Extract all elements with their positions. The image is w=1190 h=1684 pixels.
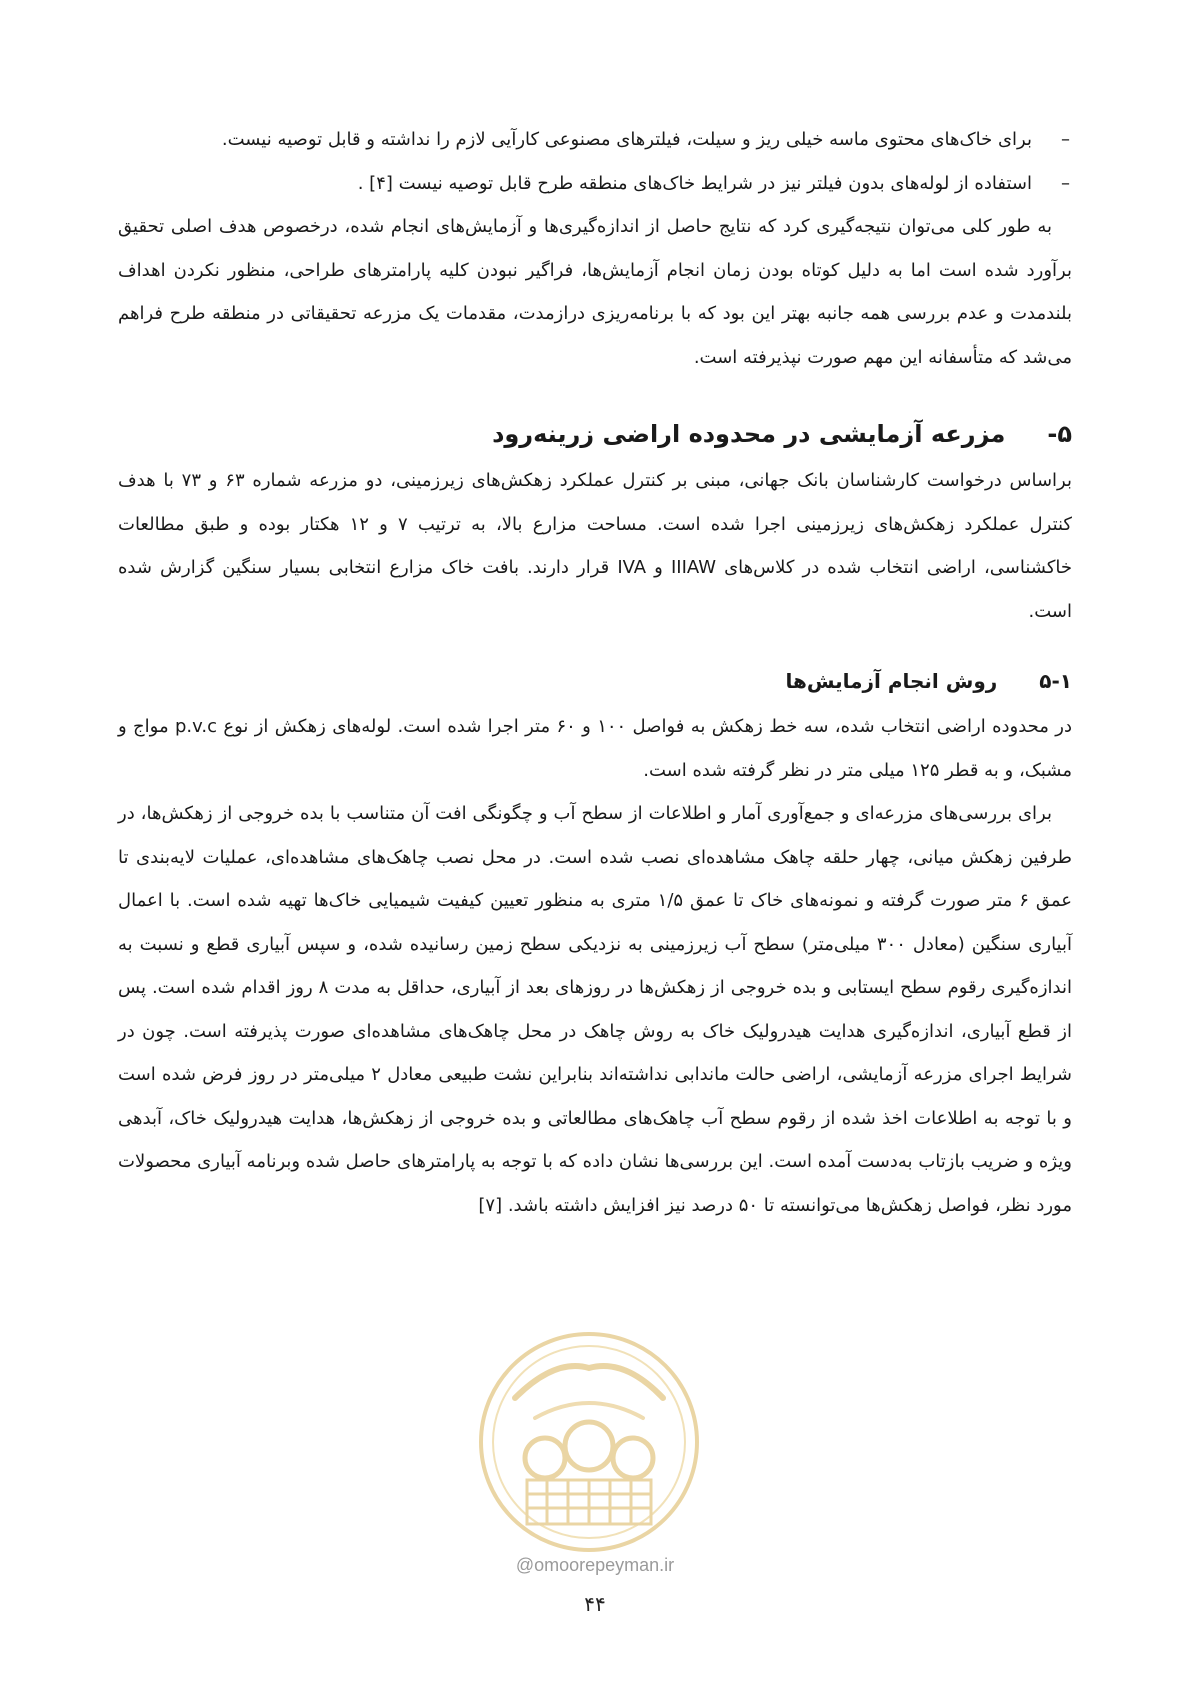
page-content [118,118,1072,1227]
bullet-marker: – [1061,172,1070,194]
page-number: ۴۴ [584,1592,606,1616]
section-heading [118,409,1072,459]
bullet-item [118,162,1072,206]
bullet-item [118,118,1072,162]
section-body: براساس درخواست کارشناسان بانک جهانی، مبنی بر کنترل عملکرد زهکش‌های زیرزمینی، دو مزرعه شماره ۶۳ و ۷۳ با هدف کنترل عملکرد زهکش‌های زیرزمینی اجرا شده است. مساحت مزارع بالا، به ترتیب ۷ و ۱۲ هکتار بوده و طبق مطالعات خاکشناسی، اراضی انتخاب شده در کلاس‌های IIIAW و IVA قرار دارند. بافت خاک مزارع انتخابی بسیار سنگین گزارش شده است. [118,470,1072,622]
subsection-heading [118,657,1072,705]
conclusion-paragraph: به طور کلی می‌توان نتیجه‌گیری کرد که نتایج حاصل از اندازه‌گیری‌ها و آزمایش‌های انجام شده، درخصوص هدف اصلی تحقیق برآورد شده است اما به دلیل کوتاه بودن زمان انجام آزمایش‌ها، فراگیر نبودن کلیه پارامترهای طراحی، منظور نکردن اهداف بلندمدت و عدم بررسی همه جانبه بهتر این بود که با برنامه‌ریزی درازمدت، مقدمات یک مزرعه تحقیقاتی در منطقه طرح فراهم می‌شد که متأسفانه این مهم صورت نپذیرفته است. [118,216,1072,368]
bullet-marker: – [1061,129,1070,150]
watermark-logo [475,1328,703,1556]
bullet-text: برای خاک‌های محتوی ماسه خیلی ریز و سیلت، فیلترهای مصنوعی کارآیی لازم را نداشته و قابل توصیه نیست. [221,129,1032,150]
subsection-number: ۵-۱ [1039,669,1072,693]
section-title: مزرعه آزمایشی در محدوده اراضی زرینه‌رود [492,420,1006,448]
subsection-body: برای بررسی‌های مزرعه‌ای و جمع‌آوری آمار و اطلاعات از سطح آب و چگونگی افت آن متناسب با بده خروجی از زهکش‌ها، در طرفین زهکش میانی، چهار حلقه چاهک مشاهده‌ای نصب شده است. در محل نصب چاهک‌های مشاهده‌ای، عملیات لایه‌بندی تا عمق ۶ متر صورت گرفته و نمونه‌های خاک تا عمق ۱/۵ متری به منظور تعیین کیفیت شیمیایی خاک‌ها تهیه شده است. با اعمال آبیاری سنگین (معادل ۳۰۰ میلی‌متر) سطح آب زیرزمینی به نزدیکی سطح زمین رسانیده شده، و سپس آبیاری قطع و نسبت به اندازه‌گیری رقوم سطح ایستابی و بده خروجی از زهکش‌ها در روزهای بعد از آبیاری، حداقل به مدت ۸ روز اقدام شده است. پس از قطع آبیاری، اندازه‌گیری هدایت هیدرولیک خاک به روش چاهک در محل چاهک‌های مشاهده‌ای صورت پذیرفته است. چون در شرایط اجرای مزرعه آزمایشی، اراضی حالت ماندابی نداشته‌اند بنابراین نشت طبیعی معادل ۲ میلی‌متر در روز فرض شده است و با توجه به اطلاعات اخذ شده از رقوم سطح آب چاهک‌های مطالعاتی و بده خروجی از زهکش‌ها، هدایت هیدرولیک خاک، آبدهی ویژه و ضریب بازتاب به‌دست آمده است. این بررسی‌ها نشان داده که با توجه به پارامترهای حاصل شده وبرنامه آبیاری محصولات مورد نظر، فواصل زهکش‌ها می‌توانسته تا ۵۰ درصد نیز افزایش داشته باشد. [۷] [118,803,1073,1216]
section-number: ۵- [1047,420,1072,448]
subsection-body: در محدوده اراضی انتخاب شده، سه خط زهکش به فواصل ۱۰۰ و ۶۰ متر اجرا شده است. لوله‌های زهکش از نوع p.v.c مواج و مشبک، و به قطر ۱۲۵ میلی متر در نظر گرفته شده است. [118,716,1072,781]
watermark-url: @omoorepeyman.ir [515,1555,675,1575]
bullet-text: استفاده از لوله‌های بدون فیلتر نیز در شرایط خاک‌های منطقه طرح قابل توصیه نیست [۴] . [357,172,1032,194]
subsection-title: روش انجام آزمایش‌ها [785,669,998,693]
